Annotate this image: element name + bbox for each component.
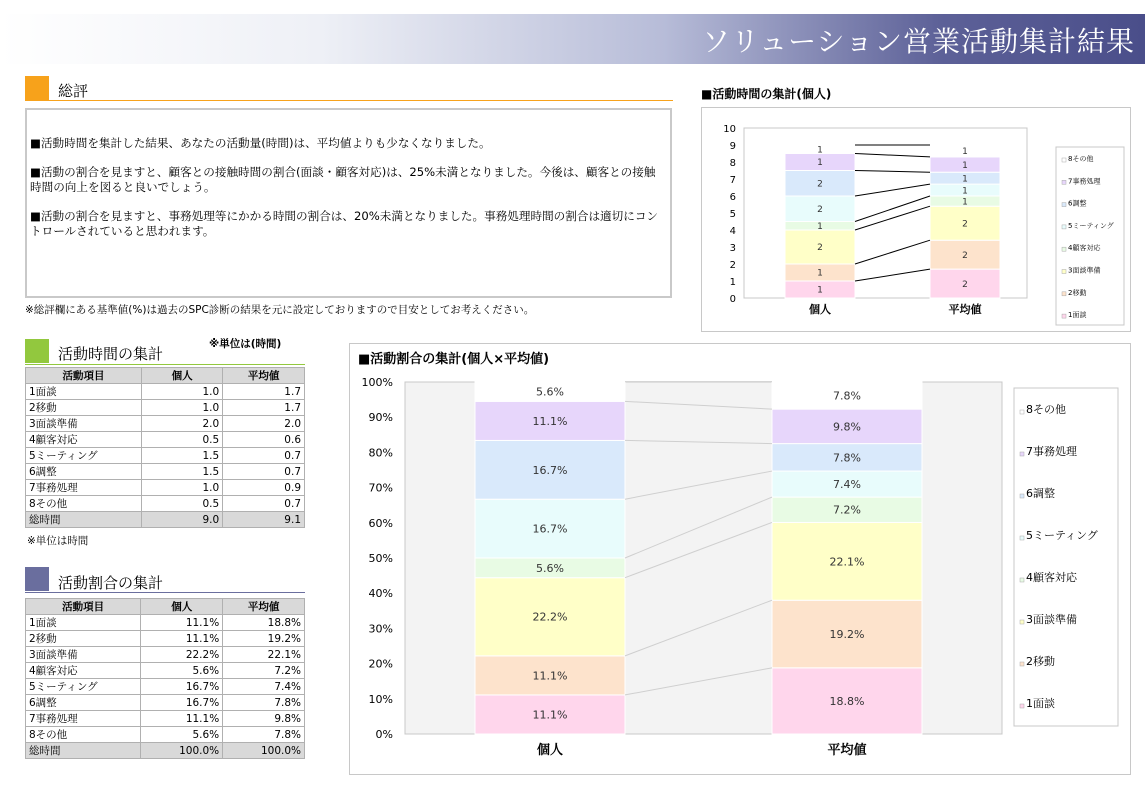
data-label: 11.1% bbox=[532, 669, 568, 683]
time-table-cell-value: 0.5 bbox=[142, 432, 223, 448]
y-tick-label: 20% bbox=[368, 657, 393, 671]
ratio-table-cell-value: 7.4% bbox=[223, 679, 305, 695]
time-table-total-row bbox=[26, 512, 305, 528]
data-label: 1 bbox=[817, 285, 823, 296]
legend-swatch bbox=[1062, 270, 1066, 274]
ratio-chart bbox=[350, 344, 1132, 776]
time-table-cell-value: 1.5 bbox=[142, 448, 223, 464]
ratio-table-row bbox=[26, 663, 305, 679]
ratio-table-total-row bbox=[26, 743, 305, 759]
summary-heading-marker bbox=[25, 76, 49, 100]
data-label: 2 bbox=[817, 204, 823, 215]
legend-swatch bbox=[1062, 247, 1066, 251]
time-table-unit-note: ※単位は(時間) bbox=[209, 338, 282, 350]
ratio-table-cell-item: 8その他 bbox=[26, 727, 141, 743]
ratio-table-heading-marker bbox=[25, 567, 49, 591]
ratio-table-cell-value: 7.8% bbox=[223, 695, 305, 711]
time-table-cell-value: 0.6 bbox=[223, 432, 305, 448]
time-table-cell-value: 0.7 bbox=[223, 464, 305, 480]
legend-item: 4顧客対応 bbox=[1026, 571, 1077, 584]
y-tick-label: 30% bbox=[368, 622, 393, 636]
time-table-cell-item: 8その他 bbox=[26, 496, 142, 512]
category-label: 個人 bbox=[809, 303, 831, 316]
data-label: 5.6% bbox=[536, 561, 564, 575]
time-table-cell-item: 2移動 bbox=[26, 400, 142, 416]
ratio-table-row bbox=[26, 679, 305, 695]
summary-box bbox=[25, 108, 672, 298]
time-table-column-header: 活動項目 bbox=[26, 368, 142, 384]
data-label: 1 bbox=[962, 174, 968, 185]
ratio-table bbox=[25, 598, 305, 759]
time-table-row bbox=[26, 416, 305, 432]
data-label: 7.8% bbox=[833, 389, 861, 403]
page-title: ソリューション営業活動集計結果 bbox=[701, 25, 1135, 58]
data-label: 2 bbox=[817, 243, 823, 254]
time-chart-frame bbox=[701, 107, 1131, 332]
legend-item: 3面談準備 bbox=[1068, 266, 1101, 275]
legend-swatch bbox=[1020, 578, 1024, 582]
ratio-table-cell-item: 4顧客対応 bbox=[26, 663, 141, 679]
data-label: 1 bbox=[962, 160, 968, 171]
ratio-table-cell-value: 22.1% bbox=[223, 647, 305, 663]
ratio-table-cell-value: 5.6% bbox=[141, 727, 223, 743]
y-tick-label: 10 bbox=[723, 124, 736, 135]
data-label: 22.1% bbox=[829, 555, 865, 569]
ratio-table-heading-rule bbox=[25, 592, 305, 593]
ratio-table-cell-item: 総時間 bbox=[26, 743, 141, 759]
time-table-cell-value: 0.7 bbox=[223, 448, 305, 464]
time-table-heading-rule bbox=[25, 364, 305, 365]
ratio-table-cell-item: 7事務処理 bbox=[26, 711, 141, 727]
summary-heading: 総評 bbox=[58, 82, 89, 100]
time-table-heading: 活動時間の集計 bbox=[58, 345, 164, 363]
ratio-table-row bbox=[26, 711, 305, 727]
legend-item: 6調整 bbox=[1068, 199, 1087, 208]
ratio-table-column-header: 活動項目 bbox=[26, 599, 141, 615]
time-table-cell-item: 6調整 bbox=[26, 464, 142, 480]
time-table-row bbox=[26, 464, 305, 480]
time-table-cell-value: 1.0 bbox=[142, 384, 223, 400]
legend-item: 4顧客対応 bbox=[1068, 244, 1101, 253]
ratio-table-cell-item: 6調整 bbox=[26, 695, 141, 711]
time-table-row bbox=[26, 480, 305, 496]
ratio-table-cell-value: 19.2% bbox=[223, 631, 305, 647]
ratio-table-cell-value: 7.2% bbox=[223, 663, 305, 679]
ratio-table-cell-value: 100.0% bbox=[141, 743, 223, 759]
data-label: 1 bbox=[817, 221, 823, 232]
time-table-heading-marker bbox=[25, 339, 49, 363]
legend-item: 8その他 bbox=[1068, 155, 1094, 163]
y-tick-label: 80% bbox=[368, 446, 393, 460]
category-label: 平均値 bbox=[827, 743, 867, 758]
time-chart-title: ■活動時間の集計(個人) bbox=[701, 87, 832, 101]
data-label: 16.7% bbox=[532, 522, 568, 536]
time-table-cell-value: 2.0 bbox=[223, 416, 305, 432]
time-table-cell-item: 3面談準備 bbox=[26, 416, 142, 432]
ratio-table-cell-value: 11.1% bbox=[141, 711, 223, 727]
time-table bbox=[25, 367, 305, 528]
data-label: 2 bbox=[962, 250, 968, 261]
ratio-table-row bbox=[26, 647, 305, 663]
y-tick-label: 8 bbox=[729, 158, 736, 169]
data-label: 5.6% bbox=[536, 385, 564, 399]
y-tick-label: 40% bbox=[368, 587, 393, 601]
time-table-cell-value: 0.5 bbox=[142, 496, 223, 512]
time-table-footnote: ※単位は時間 bbox=[27, 535, 89, 547]
legend-swatch bbox=[1020, 704, 1024, 708]
y-tick-label: 50% bbox=[368, 552, 393, 565]
data-label: 11.1% bbox=[532, 414, 568, 428]
y-tick-label: 6 bbox=[729, 192, 736, 203]
data-label: 1 bbox=[817, 158, 823, 169]
legend-swatch bbox=[1062, 314, 1066, 318]
y-tick-label: 3 bbox=[729, 243, 736, 254]
time-table-cell-value: 1.7 bbox=[223, 400, 305, 416]
legend-item: 5ミーティング bbox=[1068, 221, 1114, 230]
ratio-table-cell-value: 18.8% bbox=[223, 615, 305, 631]
legend-swatch bbox=[1062, 203, 1066, 207]
data-label: 1 bbox=[962, 197, 968, 208]
ratio-table-row bbox=[26, 615, 305, 631]
y-tick-label: 70% bbox=[368, 481, 393, 495]
ratio-table-heading: 活動割合の集計 bbox=[58, 574, 164, 592]
time-table-cell-value: 0.9 bbox=[223, 480, 305, 496]
ratio-table-cell-item: 2移動 bbox=[26, 631, 141, 647]
data-label: 18.8% bbox=[829, 694, 865, 708]
time-table-cell-value: 1.5 bbox=[142, 464, 223, 480]
data-label: 2 bbox=[962, 219, 968, 230]
data-label: 11.1% bbox=[532, 708, 568, 722]
ratio-table-cell-value: 11.1% bbox=[141, 631, 223, 647]
legend-swatch bbox=[1062, 180, 1066, 184]
y-tick-label: 7 bbox=[729, 175, 736, 186]
legend-item: 7事務処理 bbox=[1026, 445, 1077, 458]
time-table-row bbox=[26, 384, 305, 400]
time-table-cell-value: 0.7 bbox=[223, 496, 305, 512]
time-table-cell-value: 1.0 bbox=[142, 400, 223, 416]
ratio-table-column-header: 平均値 bbox=[223, 599, 305, 615]
legend-swatch bbox=[1062, 292, 1066, 296]
y-tick-label: 90% bbox=[368, 411, 393, 425]
ratio-table-cell-item: 1面談 bbox=[26, 615, 141, 631]
y-tick-label: 2 bbox=[729, 260, 736, 271]
time-table-cell-item: 7事務処理 bbox=[26, 480, 142, 496]
ratio-table-cell-value: 5.6% bbox=[141, 663, 223, 679]
data-label: 16.7% bbox=[532, 463, 568, 477]
time-table-cell-item: 5ミーティング bbox=[26, 448, 142, 464]
y-tick-label: 1 bbox=[729, 277, 736, 288]
summary-paragraph: ■活動時間を集計した結果、あなたの活動量(時間)は、平均値よりも少なくなりました。 bbox=[30, 136, 491, 150]
time-table-row bbox=[26, 400, 305, 416]
time-table-cell-value: 2.0 bbox=[142, 416, 223, 432]
time-table-cell-item: 総時間 bbox=[26, 512, 142, 528]
time-table-column-header: 平均値 bbox=[223, 368, 305, 384]
data-label: 19.2% bbox=[829, 627, 865, 641]
ratio-chart-frame bbox=[349, 343, 1131, 775]
ratio-table-cell-value: 22.2% bbox=[141, 647, 223, 663]
time-table-cell-value: 1.0 bbox=[142, 480, 223, 496]
data-label: 7.8% bbox=[833, 451, 861, 465]
legend-item: 2移動 bbox=[1068, 288, 1087, 297]
time-table-cell-item: 4顧客対応 bbox=[26, 432, 142, 448]
data-label: 7.4% bbox=[833, 478, 861, 492]
legend-swatch bbox=[1020, 410, 1024, 414]
category-label: 個人 bbox=[536, 743, 564, 758]
y-tick-label: 10% bbox=[368, 692, 393, 706]
legend-swatch bbox=[1020, 620, 1024, 624]
time-table-cell-value: 9.0 bbox=[142, 512, 223, 528]
legend-item: 7事務処理 bbox=[1068, 177, 1101, 186]
legend-item: 6調整 bbox=[1026, 487, 1055, 500]
data-label: 2 bbox=[962, 279, 968, 290]
data-label: 7.2% bbox=[833, 503, 861, 517]
y-tick-label: 4 bbox=[729, 226, 736, 237]
ratio-table-column-header: 個人 bbox=[141, 599, 223, 615]
time-table-column-header: 個人 bbox=[142, 368, 223, 384]
ratio-table-cell-item: 3面談準備 bbox=[26, 647, 141, 663]
ratio-table-cell-value: 16.7% bbox=[141, 679, 223, 695]
y-tick-label: 0% bbox=[375, 728, 393, 741]
legend-box bbox=[1014, 388, 1118, 726]
y-tick-label: 60% bbox=[368, 516, 393, 530]
summary-paragraph: ■活動の割合を見ますと、顧客との接触時間の割合(面談・顧客対応)は、25%未満となりました。今後は、顧客との接触時間の向上を図ると良いでしょう。 bbox=[30, 165, 656, 194]
data-label: 1 bbox=[962, 186, 968, 197]
time-table-row bbox=[26, 496, 305, 512]
ratio-table-row bbox=[26, 695, 305, 711]
legend-item: 1面談 bbox=[1068, 311, 1087, 320]
legend-swatch bbox=[1020, 452, 1024, 456]
ratio-table-row bbox=[26, 727, 305, 743]
summary-paragraph: ■活動の割合を見ますと、事務処理等にかかる時間の割合は、20%未満となりました。事務処理時間の割合は適切にコントロールされていると思われます。 bbox=[30, 209, 659, 238]
legend-item: 8その他 bbox=[1026, 403, 1066, 416]
legend-swatch bbox=[1062, 158, 1066, 162]
time-table-cell-item: 1面談 bbox=[26, 384, 142, 400]
category-label: 平均値 bbox=[948, 303, 982, 316]
time-table-cell-value: 9.1 bbox=[223, 512, 305, 528]
y-tick-label: 5 bbox=[729, 209, 736, 220]
y-tick-label: 0 bbox=[729, 294, 736, 305]
ratio-table-cell-value: 11.1% bbox=[141, 615, 223, 631]
data-label: 9.8% bbox=[833, 420, 861, 434]
legend-swatch bbox=[1020, 536, 1024, 540]
legend-swatch bbox=[1020, 662, 1024, 666]
legend-box bbox=[1056, 147, 1124, 325]
data-label: 22.2% bbox=[532, 610, 568, 624]
data-label: 1 bbox=[817, 268, 823, 279]
time-table-row bbox=[26, 432, 305, 448]
summary-note: ※総評欄にある基準値(%)は過去のSPC診断の結果を元に設定しておりますので目安としてお考えください。 bbox=[25, 304, 535, 316]
legend-item: 5ミーティング bbox=[1026, 529, 1098, 542]
time-table-cell-value: 1.7 bbox=[223, 384, 305, 400]
legend-swatch bbox=[1062, 225, 1066, 229]
ratio-chart-title: ■活動割合の集計(個人×平均値) bbox=[358, 352, 550, 367]
y-tick-label: 9 bbox=[729, 141, 736, 152]
data-label: 2 bbox=[817, 179, 823, 190]
legend-item: 2移動 bbox=[1026, 655, 1055, 668]
ratio-table-cell-value: 9.8% bbox=[223, 711, 305, 727]
time-table-row bbox=[26, 448, 305, 464]
data-label: 1 bbox=[962, 147, 968, 158]
legend-item: 3面談準備 bbox=[1026, 613, 1077, 626]
legend-item: 1面談 bbox=[1026, 697, 1055, 710]
summary-heading-rule bbox=[25, 100, 673, 101]
time-chart bbox=[702, 108, 1132, 333]
ratio-table-cell-value: 100.0% bbox=[223, 743, 305, 759]
data-label: 1 bbox=[817, 145, 823, 156]
ratio-table-cell-value: 7.8% bbox=[223, 727, 305, 743]
ratio-table-cell-item: 5ミーティング bbox=[26, 679, 141, 695]
ratio-table-row bbox=[26, 631, 305, 647]
y-tick-label: 100% bbox=[361, 376, 393, 389]
legend-swatch bbox=[1020, 494, 1024, 498]
ratio-table-cell-value: 16.7% bbox=[141, 695, 223, 711]
